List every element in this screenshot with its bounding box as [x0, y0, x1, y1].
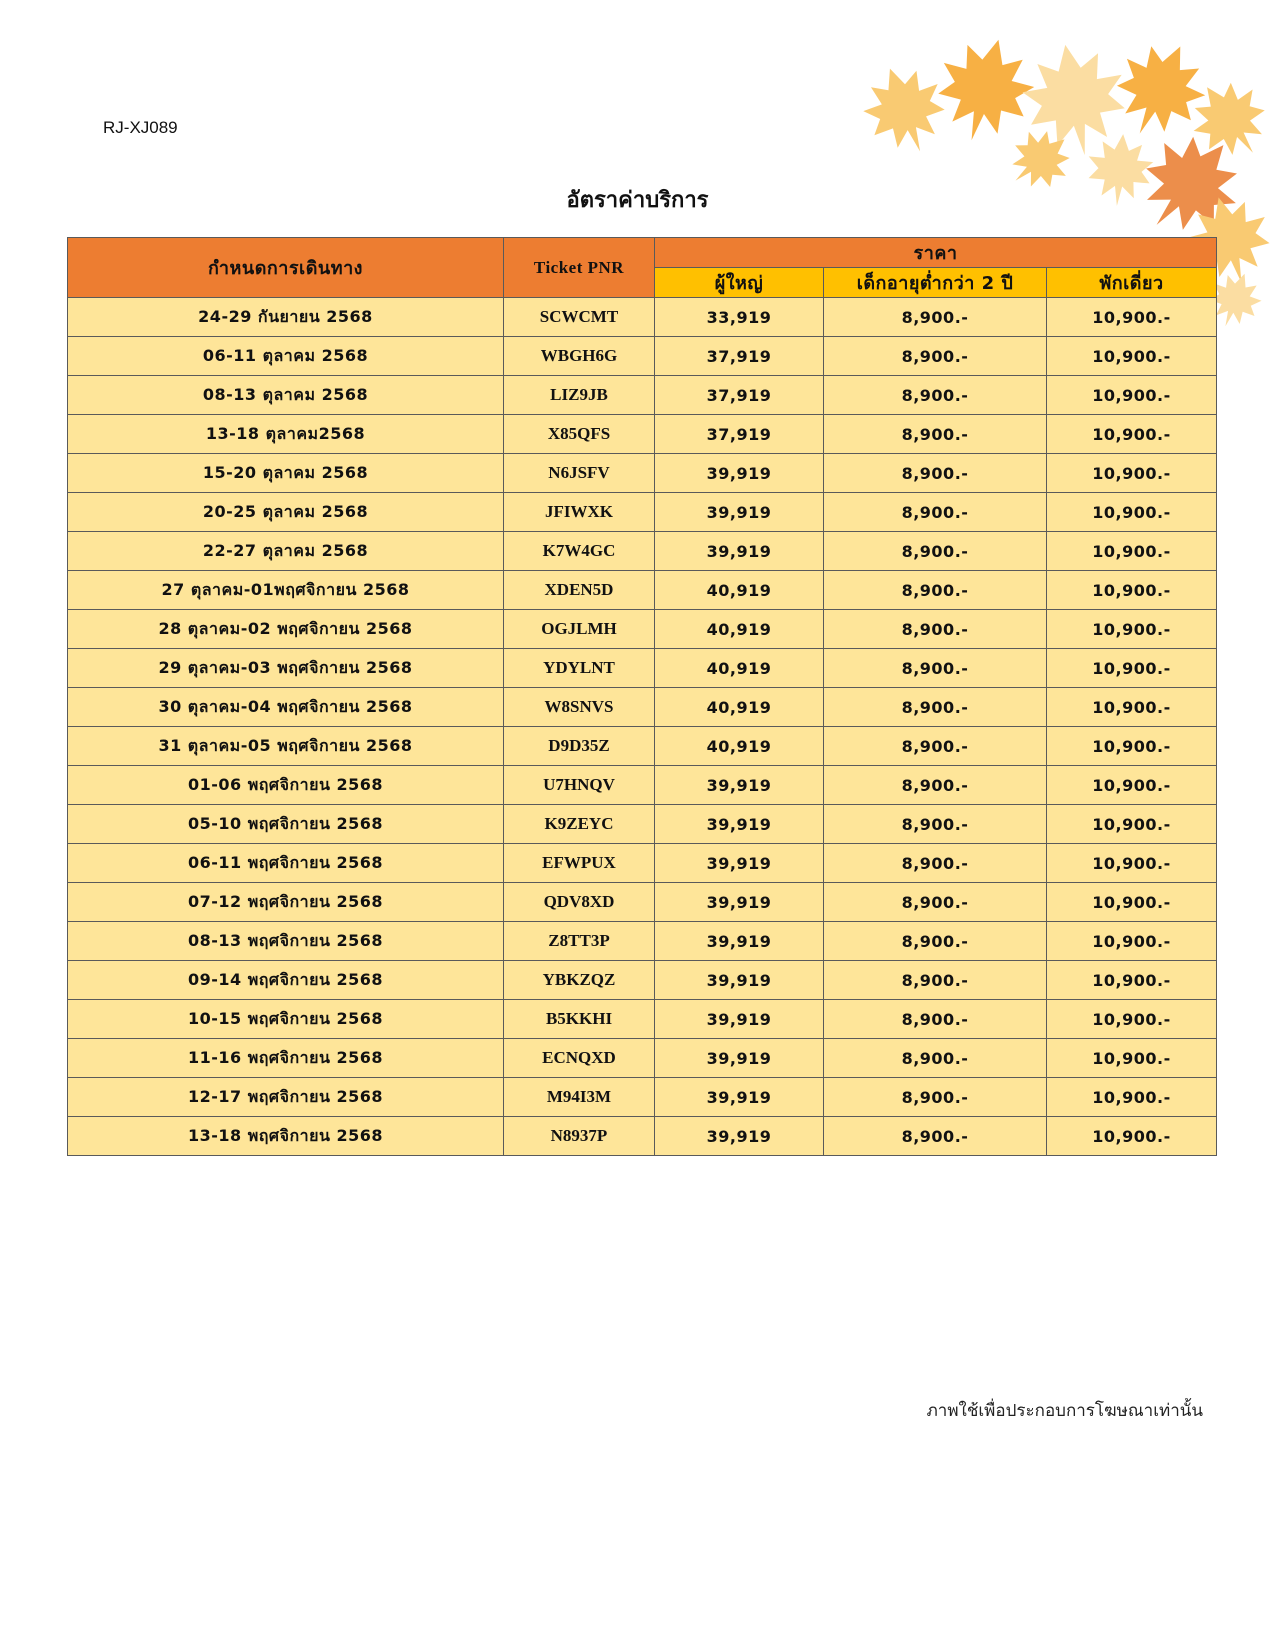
cell-single-supplement: 10,900.-	[1047, 727, 1217, 766]
cell-ticket-pnr: W8SNVS	[504, 688, 655, 727]
cell-single-supplement: 10,900.-	[1047, 454, 1217, 493]
cell-ticket-pnr: YDYLNT	[504, 649, 655, 688]
cell-single-supplement: 10,900.-	[1047, 766, 1217, 805]
cell-travel-period: 08-13 ตุลาคม 2568	[68, 376, 504, 415]
cell-ticket-pnr: N6JSFV	[504, 454, 655, 493]
cell-adult-price: 40,919	[655, 610, 824, 649]
cell-adult-price: 39,919	[655, 1117, 824, 1156]
cell-child-price: 8,900.-	[824, 922, 1047, 961]
cell-travel-period: 24-29 กันยายน 2568	[68, 298, 504, 337]
cell-travel-period: 13-18 ตุลาคม2568	[68, 415, 504, 454]
cell-ticket-pnr: Z8TT3P	[504, 922, 655, 961]
cell-travel-period: 20-25 ตุลาคม 2568	[68, 493, 504, 532]
cell-child-price: 8,900.-	[824, 844, 1047, 883]
cell-adult-price: 39,919	[655, 493, 824, 532]
table-row	[68, 883, 1217, 922]
cell-single-supplement: 10,900.-	[1047, 532, 1217, 571]
cell-child-price: 8,900.-	[824, 571, 1047, 610]
disclaimer-note: ภาพใช้เพื่อประกอบการโฆษณาเท่านั้น	[926, 1401, 1203, 1420]
cell-child-price: 8,900.-	[824, 532, 1047, 571]
rates-table-body	[68, 298, 1217, 1156]
cell-travel-period: 10-15 พฤศจิกายน 2568	[68, 1000, 504, 1039]
cell-child-price: 8,900.-	[824, 1000, 1047, 1039]
table-row	[68, 571, 1217, 610]
cell-child-price: 8,900.-	[824, 454, 1047, 493]
cell-adult-price: 33,919	[655, 298, 824, 337]
cell-ticket-pnr: JFIWXK	[504, 493, 655, 532]
table-row	[68, 649, 1217, 688]
cell-child-price: 8,900.-	[824, 961, 1047, 1000]
header-price: ราคา	[655, 238, 1217, 268]
table-row	[68, 688, 1217, 727]
cell-adult-price: 37,919	[655, 415, 824, 454]
cell-adult-price: 39,919	[655, 961, 824, 1000]
cell-child-price: 8,900.-	[824, 649, 1047, 688]
cell-single-supplement: 10,900.-	[1047, 571, 1217, 610]
cell-ticket-pnr: K7W4GC	[504, 532, 655, 571]
cell-adult-price: 39,919	[655, 922, 824, 961]
cell-travel-period: 27 ตุลาคม-01พฤศจิกายน 2568	[68, 571, 504, 610]
cell-single-supplement: 10,900.-	[1047, 961, 1217, 1000]
cell-ticket-pnr: ECNQXD	[504, 1039, 655, 1078]
page-title: อัตราค่าบริการ	[566, 188, 709, 213]
table-row	[68, 805, 1217, 844]
table-row	[68, 1000, 1217, 1039]
cell-single-supplement: 10,900.-	[1047, 610, 1217, 649]
cell-adult-price: 39,919	[655, 766, 824, 805]
cell-ticket-pnr: LIZ9JB	[504, 376, 655, 415]
cell-adult-price: 40,919	[655, 727, 824, 766]
cell-travel-period: 30 ตุลาคม-04 พฤศจิกายน 2568	[68, 688, 504, 727]
cell-travel-period: 06-11 ตุลาคม 2568	[68, 337, 504, 376]
table-row	[68, 1117, 1217, 1156]
cell-travel-period: 08-13 พฤศจิกายน 2568	[68, 922, 504, 961]
cell-child-price: 8,900.-	[824, 337, 1047, 376]
cell-ticket-pnr: K9ZEYC	[504, 805, 655, 844]
cell-single-supplement: 10,900.-	[1047, 844, 1217, 883]
cell-travel-period: 05-10 พฤศจิกายน 2568	[68, 805, 504, 844]
cell-child-price: 8,900.-	[824, 376, 1047, 415]
table-row	[68, 766, 1217, 805]
cell-child-price: 8,900.-	[824, 1117, 1047, 1156]
header-travel-period: กำหนดการเดินทาง	[68, 238, 504, 298]
cell-single-supplement: 10,900.-	[1047, 805, 1217, 844]
cell-adult-price: 40,919	[655, 688, 824, 727]
cell-single-supplement: 10,900.-	[1047, 1117, 1217, 1156]
cell-child-price: 8,900.-	[824, 493, 1047, 532]
cell-adult-price: 39,919	[655, 454, 824, 493]
cell-adult-price: 37,919	[655, 337, 824, 376]
cell-single-supplement: 10,900.-	[1047, 922, 1217, 961]
cell-child-price: 8,900.-	[824, 1039, 1047, 1078]
cell-ticket-pnr: EFWPUX	[504, 844, 655, 883]
table-row	[68, 1039, 1217, 1078]
table-row	[68, 376, 1217, 415]
header-child-under-2: เด็กอายุต่ำกว่า 2 ปี	[824, 268, 1047, 298]
cell-adult-price: 40,919	[655, 571, 824, 610]
table-row	[68, 1078, 1217, 1117]
header-adult: ผู้ใหญ่	[655, 268, 824, 298]
cell-adult-price: 39,919	[655, 1078, 824, 1117]
cell-travel-period: 22-27 ตุลาคม 2568	[68, 532, 504, 571]
cell-travel-period: 15-20 ตุลาคม 2568	[68, 454, 504, 493]
cell-travel-period: 01-06 พฤศจิกายน 2568	[68, 766, 504, 805]
table-row	[68, 298, 1217, 337]
table-row	[68, 922, 1217, 961]
cell-single-supplement: 10,900.-	[1047, 298, 1217, 337]
cell-ticket-pnr: OGJLMH	[504, 610, 655, 649]
cell-adult-price: 39,919	[655, 532, 824, 571]
table-row	[68, 493, 1217, 532]
cell-ticket-pnr: M94I3M	[504, 1078, 655, 1117]
cell-travel-period: 09-14 พฤศจิกายน 2568	[68, 961, 504, 1000]
cell-travel-period: 06-11 พฤศจิกายน 2568	[68, 844, 504, 883]
cell-single-supplement: 10,900.-	[1047, 1039, 1217, 1078]
table-row	[68, 415, 1217, 454]
document-code: RJ-XJ089	[103, 118, 178, 137]
cell-travel-period: 12-17 พฤศจิกายน 2568	[68, 1078, 504, 1117]
cell-adult-price: 39,919	[655, 1039, 824, 1078]
cell-travel-period: 31 ตุลาคม-05 พฤศจิกายน 2568	[68, 727, 504, 766]
cell-ticket-pnr: X85QFS	[504, 415, 655, 454]
cell-single-supplement: 10,900.-	[1047, 1078, 1217, 1117]
cell-ticket-pnr: B5KKHI	[504, 1000, 655, 1039]
cell-ticket-pnr: YBKZQZ	[504, 961, 655, 1000]
cell-ticket-pnr: N8937P	[504, 1117, 655, 1156]
cell-child-price: 8,900.-	[824, 766, 1047, 805]
cell-adult-price: 39,919	[655, 844, 824, 883]
cell-adult-price: 37,919	[655, 376, 824, 415]
cell-travel-period: 11-16 พฤศจิกายน 2568	[68, 1039, 504, 1078]
cell-ticket-pnr: QDV8XD	[504, 883, 655, 922]
cell-single-supplement: 10,900.-	[1047, 376, 1217, 415]
cell-single-supplement: 10,900.-	[1047, 493, 1217, 532]
cell-single-supplement: 10,900.-	[1047, 649, 1217, 688]
table-row	[68, 844, 1217, 883]
cell-adult-price: 39,919	[655, 1000, 824, 1039]
cell-travel-period: 07-12 พฤศจิกายน 2568	[68, 883, 504, 922]
cell-travel-period: 29 ตุลาคม-03 พฤศจิกายน 2568	[68, 649, 504, 688]
cell-adult-price: 40,919	[655, 649, 824, 688]
cell-ticket-pnr: SCWCMT	[504, 298, 655, 337]
cell-ticket-pnr: U7HNQV	[504, 766, 655, 805]
table-row	[68, 337, 1217, 376]
cell-single-supplement: 10,900.-	[1047, 1000, 1217, 1039]
header-single-room: พักเดี่ยว	[1047, 268, 1217, 298]
table-row	[68, 454, 1217, 493]
cell-ticket-pnr: XDEN5D	[504, 571, 655, 610]
cell-child-price: 8,900.-	[824, 1078, 1047, 1117]
cell-ticket-pnr: WBGH6G	[504, 337, 655, 376]
cell-child-price: 8,900.-	[824, 298, 1047, 337]
cell-adult-price: 39,919	[655, 883, 824, 922]
cell-travel-period: 13-18 พฤศจิกายน 2568	[68, 1117, 504, 1156]
cell-child-price: 8,900.-	[824, 610, 1047, 649]
cell-travel-period: 28 ตุลาคม-02 พฤศจิกายน 2568	[68, 610, 504, 649]
cell-child-price: 8,900.-	[824, 727, 1047, 766]
cell-single-supplement: 10,900.-	[1047, 883, 1217, 922]
table-row	[68, 610, 1217, 649]
cell-adult-price: 39,919	[655, 805, 824, 844]
table-row	[68, 532, 1217, 571]
table-row	[68, 727, 1217, 766]
cell-single-supplement: 10,900.-	[1047, 337, 1217, 376]
rates-table	[67, 237, 1217, 1156]
table-row	[68, 961, 1217, 1000]
cell-child-price: 8,900.-	[824, 415, 1047, 454]
cell-single-supplement: 10,900.-	[1047, 415, 1217, 454]
cell-single-supplement: 10,900.-	[1047, 688, 1217, 727]
header-ticket-pnr: Ticket PNR	[504, 238, 655, 298]
cell-child-price: 8,900.-	[824, 688, 1047, 727]
cell-ticket-pnr: D9D35Z	[504, 727, 655, 766]
cell-child-price: 8,900.-	[824, 883, 1047, 922]
cell-child-price: 8,900.-	[824, 805, 1047, 844]
